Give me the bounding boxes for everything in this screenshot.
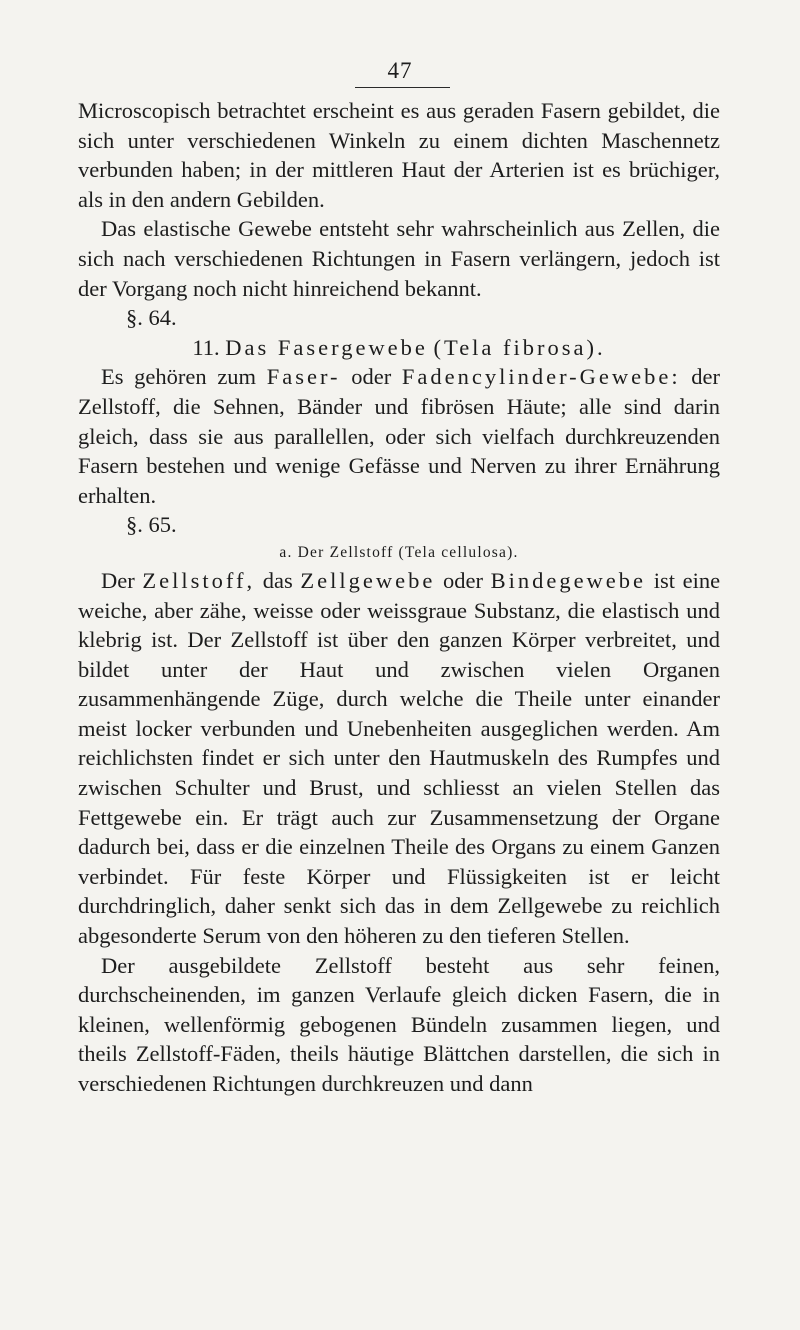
- body-text: [78, 96, 720, 1099]
- text-lead: Es gehören zum: [101, 364, 257, 390]
- page-number-rule: [355, 87, 450, 88]
- heading-term: Das Fasergewebe: [225, 334, 428, 360]
- term-bindegewebe: Bindegewebe: [490, 567, 647, 593]
- section-64-heading: [78, 333, 720, 363]
- section-65-label: §. 65.: [126, 512, 177, 538]
- paragraph-fibers: Der ausgebildete Zellstoff besteht aus sehr feinen, durchscheinenden, im ganzen Verlaufe gleich dicken Fasern, die in kleinen, wellenförmig gebogenen Bündeln zusammen liegen, und theils Zellstoff-Fäden, theils häutige Blättchen darstellen, die sich in verschiedenen Richtungen durchkreuzen und dann: [78, 952, 720, 1096]
- text-rest: der Zellstoff, die Sehnen, Bänder und fibrösen Häute; alle sind darin gleich, dass sie aus parallellen, oder sich vielfach durchkreuzenden Fasern bestehen und wenige Gefässe und Nerven zu ihrer Ernährung erhalten.: [78, 364, 721, 508]
- subheading-letter: a.: [279, 543, 293, 561]
- term-faser: Faser-: [266, 364, 341, 390]
- paragraph-microscopic: Microscopisch betrachtet erscheint es aus geraden Fasern gebildet, die sich unter verschiedenen Winkeln zu einem dichten Maschennetz verbunden haben; in der mittleren Haut der Arterien ist es brüchiger, als in den andern Gebilden.: [78, 98, 720, 212]
- text-or: oder: [351, 364, 392, 390]
- paragraph-elastic-tissue: Das elastische Gewebe entsteht sehr wahrscheinlich aus Zellen, die sich nach verschiedenen Richtungen in Fasern verlängern, jedoch ist der Vorgang noch nicht hinreichend bekannt.: [78, 216, 720, 301]
- paragraph-zellstoff: [78, 566, 720, 951]
- term-fadencylinder: Fadencylinder-Gewebe:: [401, 364, 681, 390]
- subheading-title: Der Zellstoff (Tela cellulosa).: [297, 543, 519, 561]
- heading-number: 11.: [192, 334, 220, 360]
- section-65-subheading: [78, 540, 720, 566]
- paragraph-fibrous-tissue: [78, 362, 720, 510]
- text-oder: oder: [442, 567, 483, 593]
- section-64-label: §. 64.: [126, 305, 177, 331]
- text-lead: Der: [101, 567, 135, 593]
- page-number: 47: [387, 58, 413, 83]
- term-zellgewebe: Zellgewebe: [300, 567, 436, 593]
- text-das: das: [262, 567, 293, 593]
- term-zellstoff: Zellstoff,: [142, 567, 256, 593]
- heading-latin: (Tela fibrosa).: [433, 334, 606, 360]
- text-rest: ist eine weiche, aber zähe, weisse oder weissgraue Substanz, die elastisch und klebrig ist. Der Zellstoff ist über den ganzen Körper verbreitet, und bildet unter der Haut und zwischen vielen Organen zusammenhängende Züge, durch welche die Theile unter einander meist locker verbunden und Unebenheiten ausgeglichen werden. Am reichlichsten findet er sich unter den Hautmuskeln des Rumpfes und zwischen Schulter und Brust, und schliesst an vielen Stellen das Fettgewebe ein. Er trägt auch zur Zusammensetzung der Organe dadurch bei, dass er die einzelnen Theile des Organs zu einem Ganzen verbindet. Für feste Körper und Flüssigkeiten ist er leicht durchdringlich, daher senkt sich das in dem Zellgewebe zu reichlich abgesonderte Serum von den höheren zu den tieferen Stellen.: [78, 567, 721, 949]
